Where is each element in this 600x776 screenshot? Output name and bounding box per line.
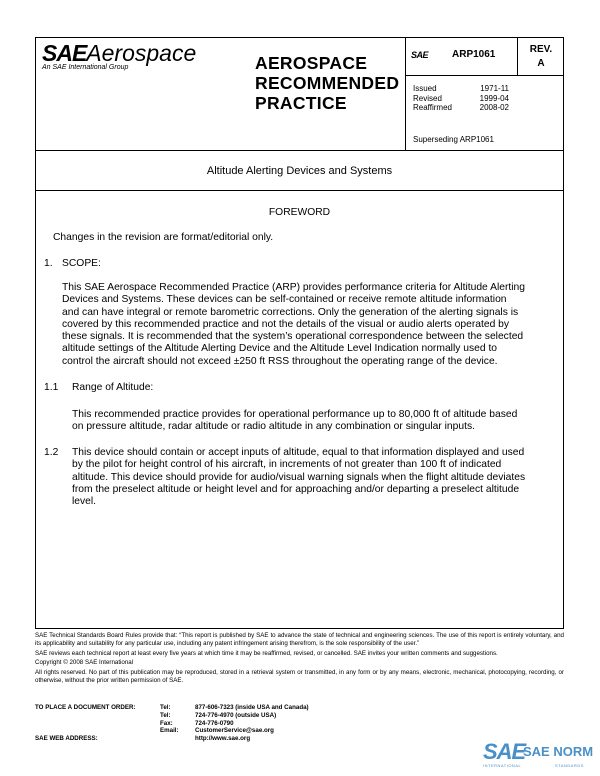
section-1-line: and can have integral or remote barometric corrections. Only the generation of the alerting signals is [62,306,519,318]
section-1-1-paragraph [72,409,562,434]
web-value[interactable]: http://www.sae.org [195,735,251,743]
contact-value: 724-776-4970 (outside USA) [195,711,277,719]
header-divider [35,150,564,151]
section-1-number: 1. [44,258,53,269]
order-label: TO PLACE A DOCUMENT ORDER: [35,704,136,711]
issue-dates [413,84,523,113]
section-1-2-line: level. [72,496,97,508]
section-1-line: altitude settings of the Altitude Alerting Device and the Altitude Level Indication normally used to [62,343,498,355]
foreword-heading: FOREWORD [268,207,331,218]
logo-sae-text: SAE [42,40,87,66]
section-1-heading: SCOPE: [62,258,101,269]
doc-type-line-2: RECOMMENDED [255,73,400,93]
footer-review: SAE reviews each technical report at least every five years at which time it may be reaffirmed, revised, or cancelled. SAE invites your written comments and suggestions. [35,649,498,657]
contact-value: 724-776-0790 [195,719,234,727]
section-1-2-line: from the preselect altitude or height level and for approaching and/or departing a preselect altitude [72,483,520,495]
contact-value: 877-606-7323 (inside USA and Canada) [195,704,309,711]
docnum-underline [405,75,564,76]
section-1-2-number: 1.2 [44,447,59,458]
contact-label: Tel: [160,704,171,711]
web-label: SAE WEB ADDRESS: [35,735,98,743]
section-1-paragraph [62,282,562,368]
small-sae-logo: SAE [411,50,429,60]
section-1-1-line: This recommended practice provides for operational performance up to 80,000 ft of altitude based [72,409,518,420]
watermark-text: SAE NORM [523,744,594,759]
section-1-line: covered by this recommended practice and not the details of the visual or audio alerts operated by [62,318,510,330]
rev-value: A [537,58,545,69]
section-1-line: This SAE Aerospace Recommended Practice (ARP) provides performance criteria for Altitude Alerting [62,282,525,293]
document-title: Altitude Alerting Devices and Systems [206,165,393,177]
section-1-2-line: This device should contain or accept inputs of altitude, equal to that information displayed and used [72,447,525,458]
rev-label: REV. [529,44,553,55]
contact-label: Fax: [160,719,173,727]
logo-subtitle: An SAE International Group [42,64,129,71]
superseding: Superseding ARP1061 [413,135,494,144]
footer-board-rules: SAE Technical Standards Board Rules provide that: “This report is published by SAE to advance the state of technical and engineering sciences. The use of this report is entirely voluntary, and its applicability and suitability for any particular use, including any patent infringement arising therefrom, is the sole responsibility of the user.” [35,632,564,647]
footer-rights: All rights reserved. No part of this publication may be reproduced, stored in a retrieval system or transmitted, in any form or by any means, electronic, mechanical, photocopying, recording, or otherwise, without the prior written permission of SAE. [35,669,564,684]
issued-value: 1971-11 [480,84,509,93]
section-1-2-line: by the pilot for height control of his aircraft, in increments of not greater than 100 ft of indicated [72,459,502,471]
doc-type [255,53,399,113]
watermark-standards: STANDARDS [555,763,584,768]
reaffirmed-value: 2008-02 [479,103,509,112]
footer-copyright: Copyright © 2008 SAE International [35,659,134,667]
section-1-2-line: altitude. This device should provide for audio/visual warning signals when the flight altitude deviates [72,471,526,483]
doc-type-line-3: PRACTICE [255,93,347,113]
section-1-line: control the aircraft should not exceed ±250 ft RSS throughout the operating range of the device. [62,355,498,367]
section-1-2-paragraph [72,447,562,508]
section-1-line: Devices and Systems. These devices can be self-contained or receive remote altitude information [62,294,507,306]
section-1-1-line: on pressure altitude, radar altitude or radio altitude in any combination or singular inputs. [72,421,475,433]
revised-label: Revised [413,93,442,103]
contact-label: Email: [160,727,179,735]
watermark-sae-mark: SAE [483,739,526,764]
section-1-1-heading: Range of Altitude: [72,382,154,393]
footer [35,632,564,685]
contact-label: Tel: [160,711,171,719]
sae-norm-watermark [483,741,598,773]
watermark-international: INTERNATIONAL [483,763,522,768]
doc-number: ARP1061 [452,49,496,60]
order-block [35,704,435,743]
foreword-text: Changes in the revision are format/editorial only. [53,232,274,243]
section-1-1-number: 1.1 [44,382,59,393]
header-vline-1 [405,37,406,150]
section-1-line: these signals. It is recommended that the system’s operational correspondence between the selected [62,331,524,343]
logo-aerospace-text: Aerospace [86,40,197,66]
issued-label: Issued [413,84,437,93]
title-divider [35,190,564,191]
contact-value: CustomerService@sae.org [195,727,274,735]
doc-type-line-1: AEROSPACE [255,53,368,73]
reaffirmed-label: Reaffirmed [413,103,452,112]
sae-aerospace-logo [42,40,202,80]
revised-value: 1999-04 [479,93,509,103]
revision-box [518,43,564,71]
